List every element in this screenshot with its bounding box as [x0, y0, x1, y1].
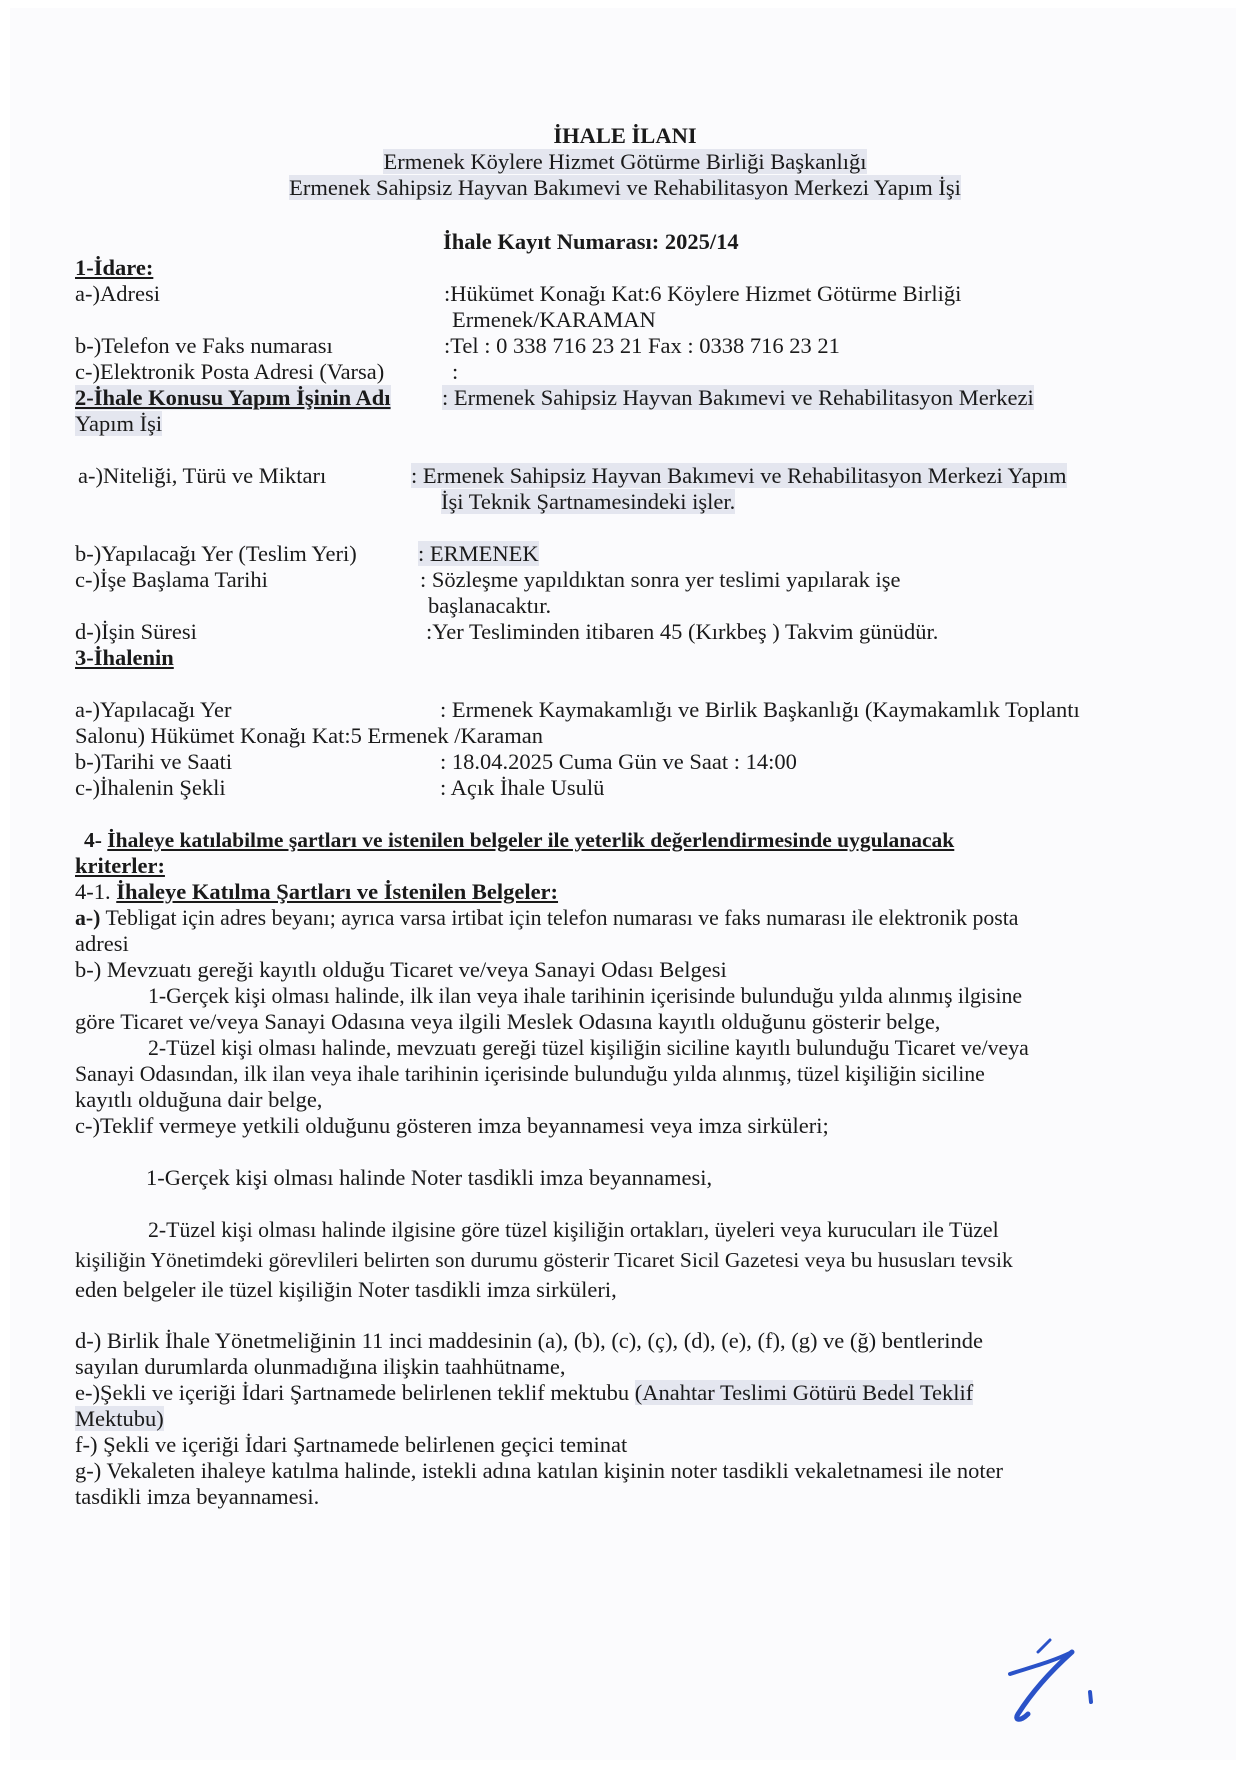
work-name-cont: [75, 411, 162, 437]
item-d-cont: sayılan durumlarda olunmadığına ilişkin taahhütname,: [75, 1354, 566, 1379]
document-title: İHALE İLANI: [553, 123, 697, 148]
nature-value-text: : Ermenek Sahipsiz Hayvan Bakımevi ve Rehabilitasyon Merkezi Yapım: [411, 463, 1067, 488]
item-b1: 1-Gerçek kişi olması halinde, ilk ilan veya ihale tarihinin içerisinde bulunduğu yılda alınmış ilgisine: [148, 984, 1023, 1008]
item-a-cont: adresi: [75, 931, 129, 956]
record-number: İhale Kayıt Numarası: 2025/14: [443, 229, 739, 254]
phone-value: :Tel : 0 338 716 23 21 Fax : 0338 716 23 21: [444, 333, 840, 358]
section-4-heading-cont: kriterler:: [75, 853, 165, 878]
section-1-heading: 1-İdare:: [75, 255, 154, 280]
item-b1-cont: göre Ticaret ve/veya Sanayi Odasına veya ilgili Meslek Odasına kayıtlı olduğunu gösterir belge,: [75, 1009, 941, 1034]
section-4-heading-text: İhaleye katılabilme şartları ve istenilen belgeler ile yeterlik değerlendirmesinde uygulanacak: [107, 828, 955, 852]
item-a: [75, 905, 1018, 931]
section-3-heading: 3-İhalenin: [75, 645, 174, 670]
institution-name-text: Ermenek Köylere Hizmet Götürme Birliği Başkanlığı: [383, 149, 867, 174]
tender-type-label: c-)İhalenin Şekli: [75, 775, 226, 800]
nature-value-cont-text: İşi Teknik Şartnamesindeki işler.: [441, 489, 736, 514]
date-value: : 18.04.2025 Cuma Gün ve Saat : 14:00: [440, 749, 797, 774]
address-value: :Hükümet Konağı Kat:6 Köylere Hizmet Götürme Birliği: [444, 281, 962, 306]
item-a-text: Tebligat için adres beyanı; ayrıca varsa irtibat için telefon numarası ve faks numarası ile elektronik posta: [100, 906, 1019, 930]
item-e-cont-text: Mektubu): [75, 1406, 164, 1431]
place-value: [418, 541, 539, 567]
item-c1: 1-Gerçek kişi olması halinde Noter tasdikli imza beyannamesi,: [146, 1165, 713, 1190]
place-value-text: : ERMENEK: [418, 541, 539, 566]
nature-value-cont: [441, 489, 735, 515]
project-name-text: Ermenek Sahipsiz Hayvan Bakımevi ve Rehabilitasyon Merkezi Yapım İşi: [289, 175, 961, 200]
section-4-prefix: 4-: [84, 828, 108, 852]
section-2-heading-text: 2-İhale Konusu Yapım İşinin Adı: [75, 385, 391, 410]
item-e-cont: [75, 1406, 164, 1432]
item-b2-cont: Sanayi Odasından, ilk ilan veya ihale tarihinin içerisinde bulunduğu yılda alınmış, tüzel kişiliğin siciline: [75, 1062, 985, 1086]
start-value-cont: başlanacaktır.: [428, 593, 552, 618]
work-name-cont-text: Yapım İşi: [75, 411, 163, 436]
item-b2: 2-Tüzel kişi olması halinde, mevzuatı gereği tüzel kişiliğin siciline kayıtlı bulunduğu Ticaret ve/veya: [148, 1036, 1029, 1060]
venue-value-cont: Salonu) Hükümet Konağı Kat:5 Ermenek /Karaman: [75, 723, 543, 748]
work-name-value-text: : Ermenek Sahipsiz Hayvan Bakımevi ve Rehabilitasyon Merkezi: [442, 385, 1034, 410]
section-2-heading: [75, 385, 391, 411]
start-value: : Sözleşme yapıldıktan sonra yer teslimi yapılarak işe: [420, 567, 901, 592]
duration-value: :Yer Tesliminden itibaren 45 (Kırkbeş ) Takvim günüdür.: [426, 619, 939, 644]
project-name: [0, 175, 1250, 201]
item-b: b-) Mevzuatı gereği kayıtlı olduğu Ticaret ve/veya Sanayi Odası Belgesi: [75, 957, 727, 982]
item-g: g-) Vekaleten ihaleye katılma halinde, istekli adına katılan kişinin noter tasdikli vekaletnamesi ile noter: [75, 1458, 1004, 1483]
item-e: [75, 1380, 973, 1406]
venue-label: a-)Yapılacağı Yer: [75, 697, 232, 722]
item-f: f-) Şekli ve içeriği İdari Şartnamede belirlenen geçici teminat: [75, 1432, 628, 1457]
nature-value: [411, 463, 1067, 489]
venue-value: : Ermenek Kaymakamlığı ve Birlik Başkanlığı (Kaymakamlık Toplantı: [440, 697, 1080, 722]
institution-name: [0, 149, 1250, 175]
email-value: :: [452, 359, 459, 384]
item-c: c-)Teklif vermeye yetkili olduğunu gösteren imza beyannamesi veya imza sirküleri;: [75, 1113, 829, 1138]
subsection-4-1-prefix: 4-1.: [75, 879, 117, 904]
subsection-4-1: [75, 879, 558, 905]
item-c2-cont: kişiliğin Yönetimdeki görevlileri belirten son durumu gösterir Ticaret Sicil Gazetesi veya bu hususları tevsik: [75, 1248, 1013, 1272]
work-name-value: [442, 385, 1034, 411]
item-e-highlight: (Anahtar Teslimi Götürü Bedel Teklif: [634, 1380, 974, 1405]
date-label: b-)Tarihi ve Saati: [75, 749, 233, 774]
address-label: a-)Adresi: [75, 281, 160, 306]
duration-label: d-)İşin Süresi: [75, 619, 197, 644]
item-b2-cont-2: kayıtlı olduğuna dair belge,: [75, 1087, 323, 1112]
place-label: b-)Yapılacağı Yer (Teslim Yeri): [75, 541, 357, 566]
section-4-heading: [84, 827, 954, 853]
tender-type-value: : Açık İhale Usulü: [440, 775, 605, 800]
item-e-text: e-)Şekli ve içeriği İdari Şartnamede belirlenen teklif mektubu: [75, 1380, 635, 1405]
item-c2: 2-Tüzel kişi olması halinde ilgisine göre tüzel kişiliğin ortakları, üyeleri veya kurucuları ile Tüzel: [148, 1218, 999, 1242]
start-label: c-)İşe Başlama Tarihi: [75, 567, 268, 592]
item-g-cont: tasdikli imza beyannamesi.: [75, 1484, 320, 1509]
phone-label: b-)Telefon ve Faks numarası: [75, 333, 333, 358]
signature-icon: [980, 1622, 1100, 1732]
item-d: d-) Birlik İhale Yönetmeliğinin 11 inci maddesinin (a), (b), (c), (ç), (d), (e), (f), (g) ve (ğ) bentlerinde: [75, 1328, 983, 1353]
subsection-4-1-heading: İhaleye Katılma Şartları ve İstenilen Belgeler:: [116, 879, 559, 904]
nature-label: a-)Niteliği, Türü ve Miktarı: [78, 463, 327, 488]
address-value-cont: Ermenek/KARAMAN: [452, 307, 656, 332]
email-label: c-)Elektronik Posta Adresi (Varsa): [75, 359, 385, 384]
item-c2-cont-2: eden belgeler ile tüzel kişiliğin Noter tasdikli imza sirküleri,: [75, 1277, 617, 1302]
item-a-label: a-): [75, 906, 101, 930]
